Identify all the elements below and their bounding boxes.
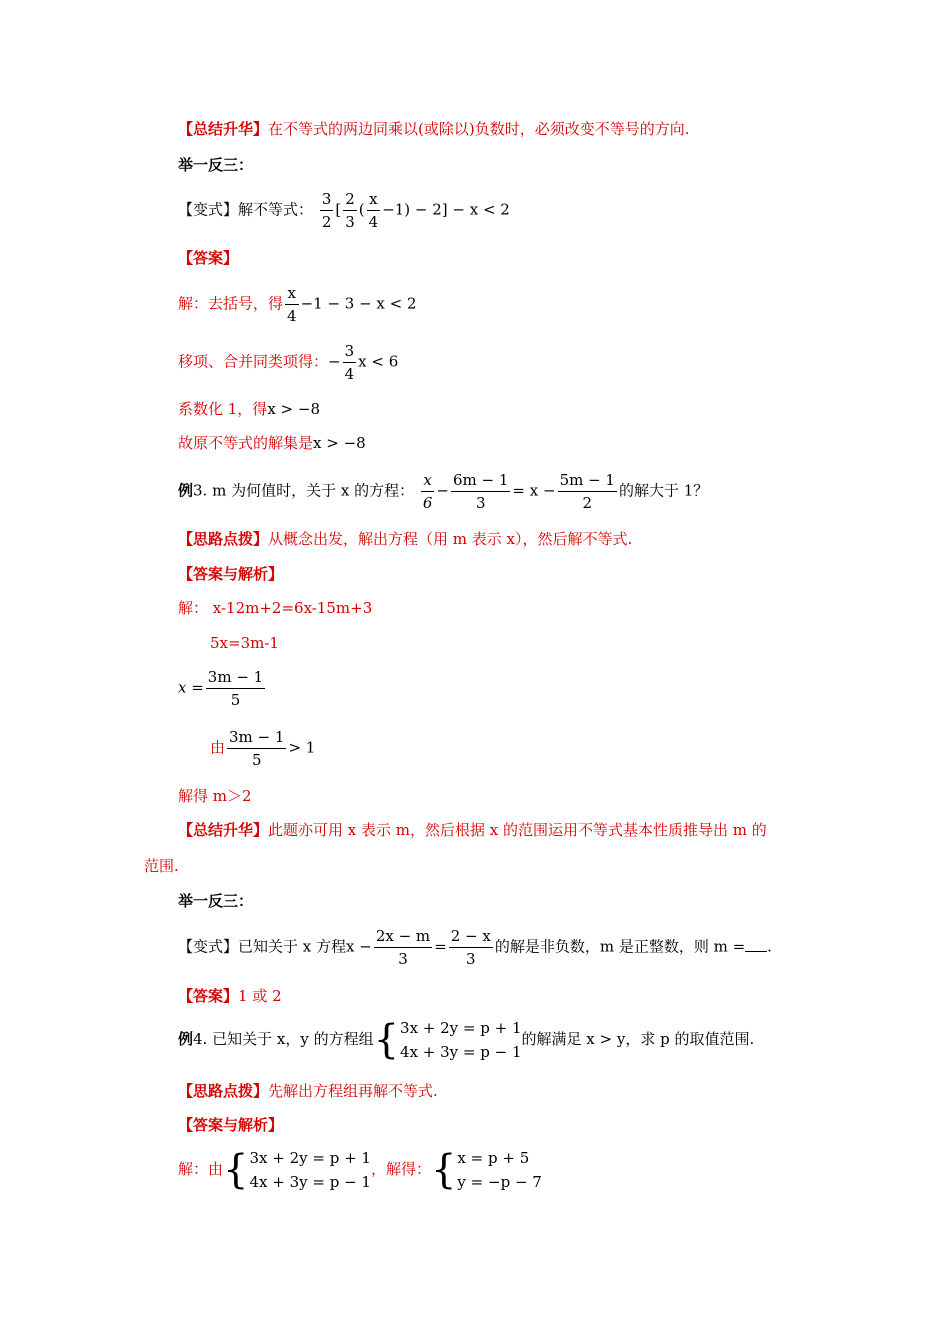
example-3	[178, 469, 708, 514]
fraction	[367, 188, 381, 233]
numerator: 6m − 1	[451, 469, 510, 492]
system-row: y = −p − 7	[457, 1173, 542, 1191]
fraction	[320, 188, 334, 233]
fraction	[343, 340, 357, 385]
variant-2	[178, 925, 772, 970]
fraction	[449, 925, 493, 970]
variant-text: 解不等式：	[238, 200, 314, 219]
equation-lhs: x =	[178, 678, 204, 697]
denominator: 3	[475, 494, 486, 512]
answer-tag: 【答案】	[178, 987, 239, 1005]
fraction	[206, 666, 265, 711]
denominator: 6	[422, 494, 433, 512]
denominator: 2	[321, 213, 332, 231]
denominator: 2	[582, 494, 593, 512]
example-text: 4. 已知关于 x，y 的方程组	[193, 1030, 374, 1048]
system-row: 3x + 2y = p + 1	[400, 1019, 522, 1037]
fraction	[558, 469, 617, 514]
equals-sign: =	[434, 937, 447, 956]
variant-text: 已知关于 x 方程	[238, 937, 347, 956]
summary-tag: 【总结升华】	[178, 821, 269, 839]
solution-line-2: 5x=3m-1	[210, 634, 279, 652]
system-brace: {	[430, 1147, 457, 1193]
solution-system	[178, 1146, 542, 1194]
answer-label-1: 【答案】	[178, 249, 239, 267]
system-brace: {	[373, 1017, 400, 1063]
operator: −	[436, 481, 449, 500]
solution-step-3	[178, 399, 320, 419]
denominator: 4	[368, 213, 379, 231]
solution-line-3	[178, 666, 267, 711]
analysis-label-2: 【答案与解析】	[178, 1116, 284, 1134]
hint-text: 从概念出发，解出方程（用 m 表示 x），然后解不等式.	[268, 530, 633, 548]
variant-tag: 【变式】	[178, 200, 239, 219]
variant-tag: 【变式】	[178, 937, 239, 956]
answer-2	[178, 986, 282, 1006]
fraction	[227, 726, 286, 771]
numerator: 3m − 1	[227, 726, 286, 749]
solution-step-2	[178, 340, 398, 385]
variant-1	[178, 188, 510, 233]
hint-text: 先解出方程组再解不等式.	[268, 1082, 438, 1100]
numerator: 3	[320, 188, 334, 211]
solution-line-4	[210, 726, 315, 771]
example-label: 例	[178, 1030, 194, 1048]
numerator: 3m − 1	[206, 666, 265, 689]
expression-part: x −	[346, 937, 372, 956]
answer-blank[interactable]	[745, 951, 767, 952]
solution-step-4	[178, 433, 366, 453]
fraction	[374, 925, 432, 970]
system-row: x = p + 5	[457, 1149, 530, 1167]
example-tail: 的解大于 1？	[618, 481, 709, 500]
expression-tail: > 1	[288, 738, 316, 757]
numerator: 2x − m	[374, 925, 432, 948]
step-text: 由	[210, 738, 226, 757]
paren: (	[358, 200, 365, 219]
practice-heading-2: 举一反三：	[178, 892, 254, 910]
equation-system	[400, 1016, 521, 1064]
expression-tail: x < 6	[358, 352, 399, 371]
bracket: [	[335, 200, 342, 219]
system-row: 4x + 3y = p − 1	[249, 1173, 371, 1191]
hint-tag: 【思路点拨】	[178, 530, 269, 548]
solution-line-5: 解得 m＞2	[178, 787, 252, 805]
fraction	[343, 188, 357, 233]
hint-2	[178, 1081, 438, 1101]
fraction	[421, 469, 435, 514]
denominator: 4	[344, 365, 355, 383]
numerator: x	[421, 469, 435, 492]
summary-2	[178, 820, 767, 840]
system-row: 4x + 3y = p − 1	[400, 1043, 522, 1061]
step-text-2: ，解得：	[370, 1160, 431, 1178]
numerator: 2	[343, 188, 357, 211]
system-brace: {	[223, 1147, 249, 1193]
step-text: 故原不等式的解集是	[178, 434, 314, 452]
math-expression: x > −8	[267, 400, 320, 418]
equation-middle: = x −	[512, 481, 556, 500]
denominator: 3	[398, 950, 408, 968]
summary-text: 在不等式的两边同乘以(或除以)负数时，必须改变不等号的方向.	[268, 120, 690, 138]
numerator: 3	[343, 340, 357, 363]
math-expression: x > −8	[313, 434, 366, 452]
hint-tag: 【思路点拨】	[178, 1082, 269, 1100]
denominator: 5	[251, 751, 262, 769]
system-row: 3x + 2y = p + 1	[249, 1149, 371, 1167]
equation-system	[249, 1146, 370, 1194]
solution-values	[457, 1146, 541, 1194]
minus-sign: −	[328, 352, 341, 371]
hint-1	[178, 529, 632, 549]
summary-1	[178, 119, 690, 139]
solution-line-1: 解： x-12m+2=6x-15m+3	[178, 599, 373, 617]
summary-2-continued: 范围.	[144, 857, 179, 875]
denominator: 4	[287, 307, 297, 325]
numerator: x	[285, 282, 299, 305]
step-text: 系数化 1，得	[178, 400, 268, 418]
denominator: 5	[230, 691, 241, 709]
example-label: 例	[178, 481, 194, 500]
period: .	[767, 937, 772, 956]
practice-heading-1: 举一反三：	[178, 156, 254, 174]
answer-text: 1 或 2	[238, 987, 282, 1005]
step-text: 移项、合并同类项得：	[178, 352, 329, 371]
expression-tail: −1 − 3 − x < 2	[300, 294, 417, 313]
denominator: 3	[345, 213, 355, 231]
solution-step-1	[178, 282, 417, 327]
fraction	[451, 469, 510, 514]
example-tail: 的解满足 x > y，求 p 的取值范围.	[521, 1030, 755, 1048]
example-4	[178, 1016, 754, 1064]
denominator: 3	[466, 950, 476, 968]
summary-tag: 【总结升华】	[178, 120, 269, 138]
expression-tail: −1) − 2] − x < 2	[382, 200, 510, 219]
step-text: 解：由	[178, 1160, 224, 1178]
analysis-label-1: 【答案与解析】	[178, 565, 284, 583]
numerator: x	[367, 188, 381, 211]
fraction	[285, 282, 299, 327]
summary-text: 此题亦可用 x 表示 m，然后根据 x 的范围运用不等式基本性质推导出 m 的	[268, 821, 767, 839]
numerator: 2 − x	[449, 925, 493, 948]
numerator: 5m − 1	[558, 469, 617, 492]
variant-tail: 的解是非负数，m 是正整数，则 m =	[494, 937, 746, 956]
step-text: 解：去括号，得	[178, 294, 284, 313]
example-text: 3. m 为何值时，关于 x 的方程：	[193, 481, 415, 500]
